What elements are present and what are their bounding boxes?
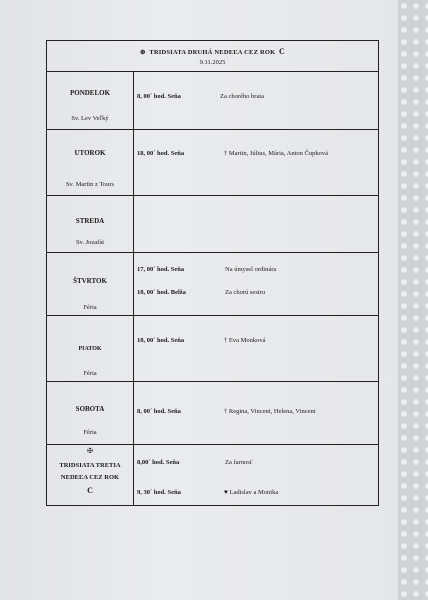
liturgical-cycle: C: [279, 47, 285, 56]
day-name-line: TRIDSIATA TRETIA: [59, 462, 121, 469]
day-name: SOBOTA: [75, 405, 105, 413]
mass-intention: † Eva Monková: [224, 337, 266, 344]
mass-schedule-table: [46, 40, 379, 506]
saint-name: Sv. Jozafát: [75, 239, 105, 246]
day-name: PIATOK: [78, 346, 102, 352]
mass-intention: Na úmysel ordinára: [225, 266, 277, 273]
mass-time: 18, 00´ hod. Belža: [137, 289, 186, 296]
row-friday: [47, 315, 378, 382]
sunday-title: TRIDSIATA DRUHÁ NEDEĽA CEZ ROK: [149, 49, 276, 56]
mass-time: 8,00´ hod. Seňa: [137, 459, 180, 466]
day-cell: [47, 195, 134, 252]
saint-name: Féria: [83, 304, 97, 311]
mass-time: 18, 00´ hod. Seňa: [137, 150, 185, 157]
mass-intention: † Regina, Vincent, Helena, Vincent: [224, 408, 316, 415]
day-cell: [47, 252, 134, 315]
schedule-header: [47, 41, 378, 72]
mass-time: 17, 00´ hod. Seňa: [137, 266, 185, 273]
cross-icon: ✠: [87, 447, 93, 455]
day-name: ŠTVRTOK: [73, 277, 107, 285]
saint-name: Sv. Martin z Tours: [65, 181, 115, 188]
mass-time: 9, 30´ hod. Seňa: [137, 489, 181, 496]
row-thursday: [47, 252, 378, 316]
day-name: PONDELOK: [69, 89, 111, 97]
day-cell: [47, 444, 134, 505]
mass-intention: † Martin, Július, Mária, Anton Čupková: [224, 150, 328, 157]
row-saturday: [47, 381, 378, 445]
row-wednesday: [47, 195, 378, 253]
mass-time: 18, 00´ hod. Seňa: [137, 337, 185, 344]
saint-name: Sv. Lev Veľký: [71, 115, 109, 122]
mass-intention: ♥ Ladislav a Monika: [224, 489, 279, 496]
day-name-line: NEDEĽA CEZ ROK: [60, 474, 120, 481]
header-date: 9.11.2025: [199, 59, 226, 66]
row-next-sunday: [47, 444, 378, 505]
row-monday: [47, 71, 378, 130]
mass-intention: Za chorého brata: [220, 93, 265, 100]
mass-time: 8, 00´ hod. Seňa: [137, 93, 181, 100]
saint-name: Féria: [83, 370, 97, 377]
day-cell: [47, 315, 134, 381]
mass-intention: Za chorú sestru: [225, 289, 266, 296]
day-name: UTOROK: [74, 149, 106, 157]
day-cell: [47, 129, 134, 195]
cross-icon: ⊕: [140, 49, 146, 56]
day-cell: [47, 71, 134, 129]
day-name: STREDA: [75, 217, 105, 225]
mass-intention: Za farnosť: [225, 459, 253, 466]
saint-name: Féria: [83, 429, 97, 436]
row-tuesday: [47, 129, 378, 196]
liturgical-cycle: C: [87, 486, 93, 495]
mass-time: 8, 00´ hod. Seňa: [137, 408, 181, 415]
lace-background: [398, 0, 428, 600]
day-cell: [47, 381, 134, 444]
header-title-line: [47, 47, 378, 56]
